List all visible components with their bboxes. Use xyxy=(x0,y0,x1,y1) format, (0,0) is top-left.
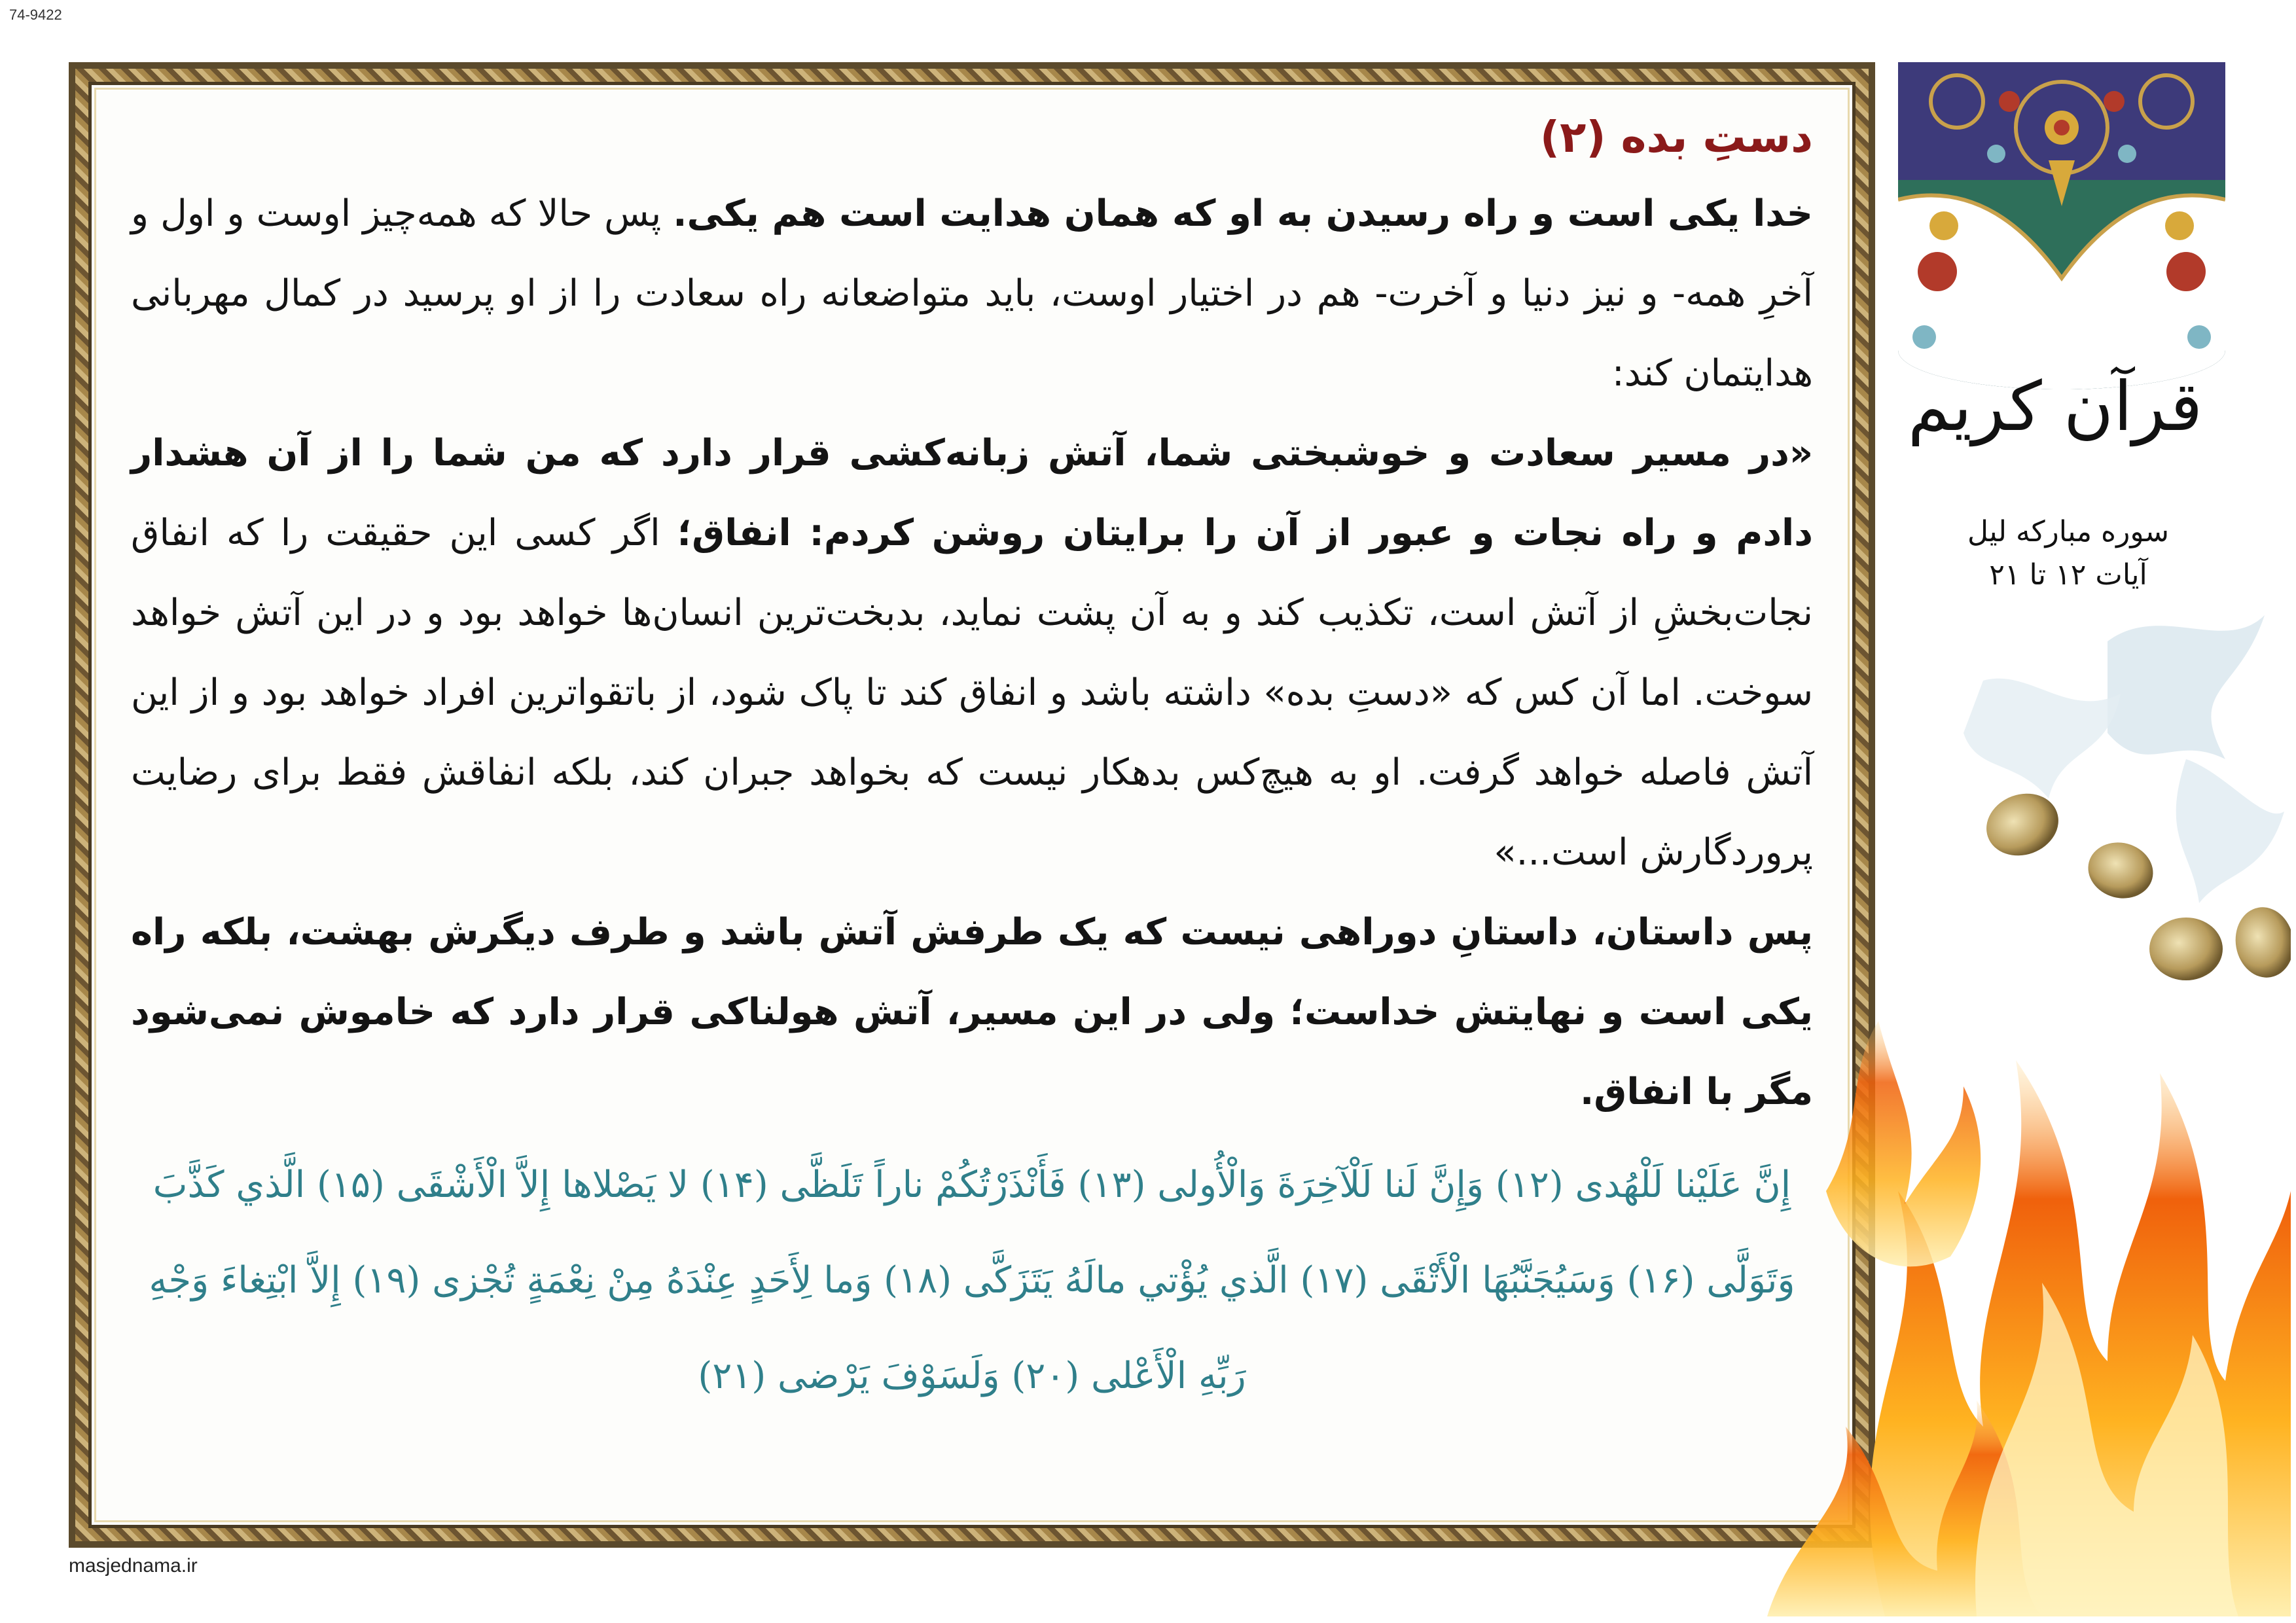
paragraph-3: پس داستان، داستانِ دوراهی نیست که یک طرفش آتش باشد و طرف دیگرش بهشت، بلکه راه یکی است و نهایتش خداست؛ ولی در این مسیر، آتش هولناکی قرار دارد که خاموش نمی‌شود مگر با انفاق. xyxy=(131,911,1813,1113)
ornamental-frame xyxy=(69,62,1875,1548)
article-title: دستِ بده (۲) xyxy=(1539,112,1813,162)
paragraph-1-bold: خدا یکی است و راه رسیدن به او که همان هدایت است هم یکی. xyxy=(673,192,1814,235)
paragraph-1 xyxy=(131,174,1813,414)
text-panel xyxy=(88,82,1856,1528)
site-url: masjednama.ir xyxy=(69,1555,198,1577)
paragraph-1-text: پس حالا که همه‌چیز اوست و اول و آخرِ همه- و نیز دنیا و آخرت- هم در اختیار اوست، باید متواضعانه راه سعادت را از او پرسید در کمال مهربانی هدایتمان کند: xyxy=(131,192,1813,395)
article-body xyxy=(131,105,1813,1512)
arabesque-tile-icon xyxy=(1898,62,2225,389)
surah-info xyxy=(1885,510,2251,597)
paragraph-2-bold: «در مسیر سعادت و خوشبختی شما، آتش زبانه‌کشی قرار دارد که من شما را از آن هشدار دادم و راه نجات و عبور از آن را برایتان روشن کردم: انفاق؛ xyxy=(131,432,1813,554)
document-code: 74-9422 xyxy=(9,7,62,23)
verse-range: آیات ۱۲ تا ۲۱ xyxy=(1989,558,2147,592)
surah-name: سوره مبارکه لیل xyxy=(1967,515,2169,548)
paragraph-2-text: اگر کسی این حقیقت را که انفاق نجات‌بخشِ از آتش است، تکذیب کند و به آن پشت نماید، بدبخت‌ترین انسان‌ها خواهد بود و در این آتش خواهد سوخت. اما آن کس که «دستِ بده» داشته باشد و انفاق کند تا پاک شود، از باتقواترین افراد خواهد بود و از این آتش فاصله خواهد گرفت. او به هیچ‌کس بدهکار نیست که بخواهد جبران کند، بلکه انفاقش فقط برای رضایت پروردگارش است...» xyxy=(131,512,1813,874)
quran-verses: إِنَّ عَلَيْنا لَلْهُدى (۱۲) وَإِنَّ لَنا لَلْآخِرَةَ وَالْأُولى (۱۳) فَأَنْذَرْتُكُمْ ناراً تَلَظَّى (۱۴) لا يَصْلاها إِلاَّ الْأَشْقَى (۱۵) الَّذي كَذَّبَ وَتَوَلَّى (۱۶) وَسَيُجَنَّبُهَا الْأَتْقَى (۱۷) الَّذي يُؤْتي مالَهُ يَتَزَكَّى (۱۸) وَما لِأَحَدٍ عِنْدَهُ مِنْ نِعْمَةٍ تُجْزى (۱۹) إِلاَّ ابْتِغاءَ وَجْهِ رَبِّهِ الْأَعْلى (۲۰) وَلَسَوْفَ يَرْضى (۲۱) xyxy=(149,1164,1795,1397)
brand-title: قرآن کریم xyxy=(1907,366,2203,446)
paragraph-2 xyxy=(131,414,1813,893)
sidebar-column xyxy=(1885,0,2296,1623)
